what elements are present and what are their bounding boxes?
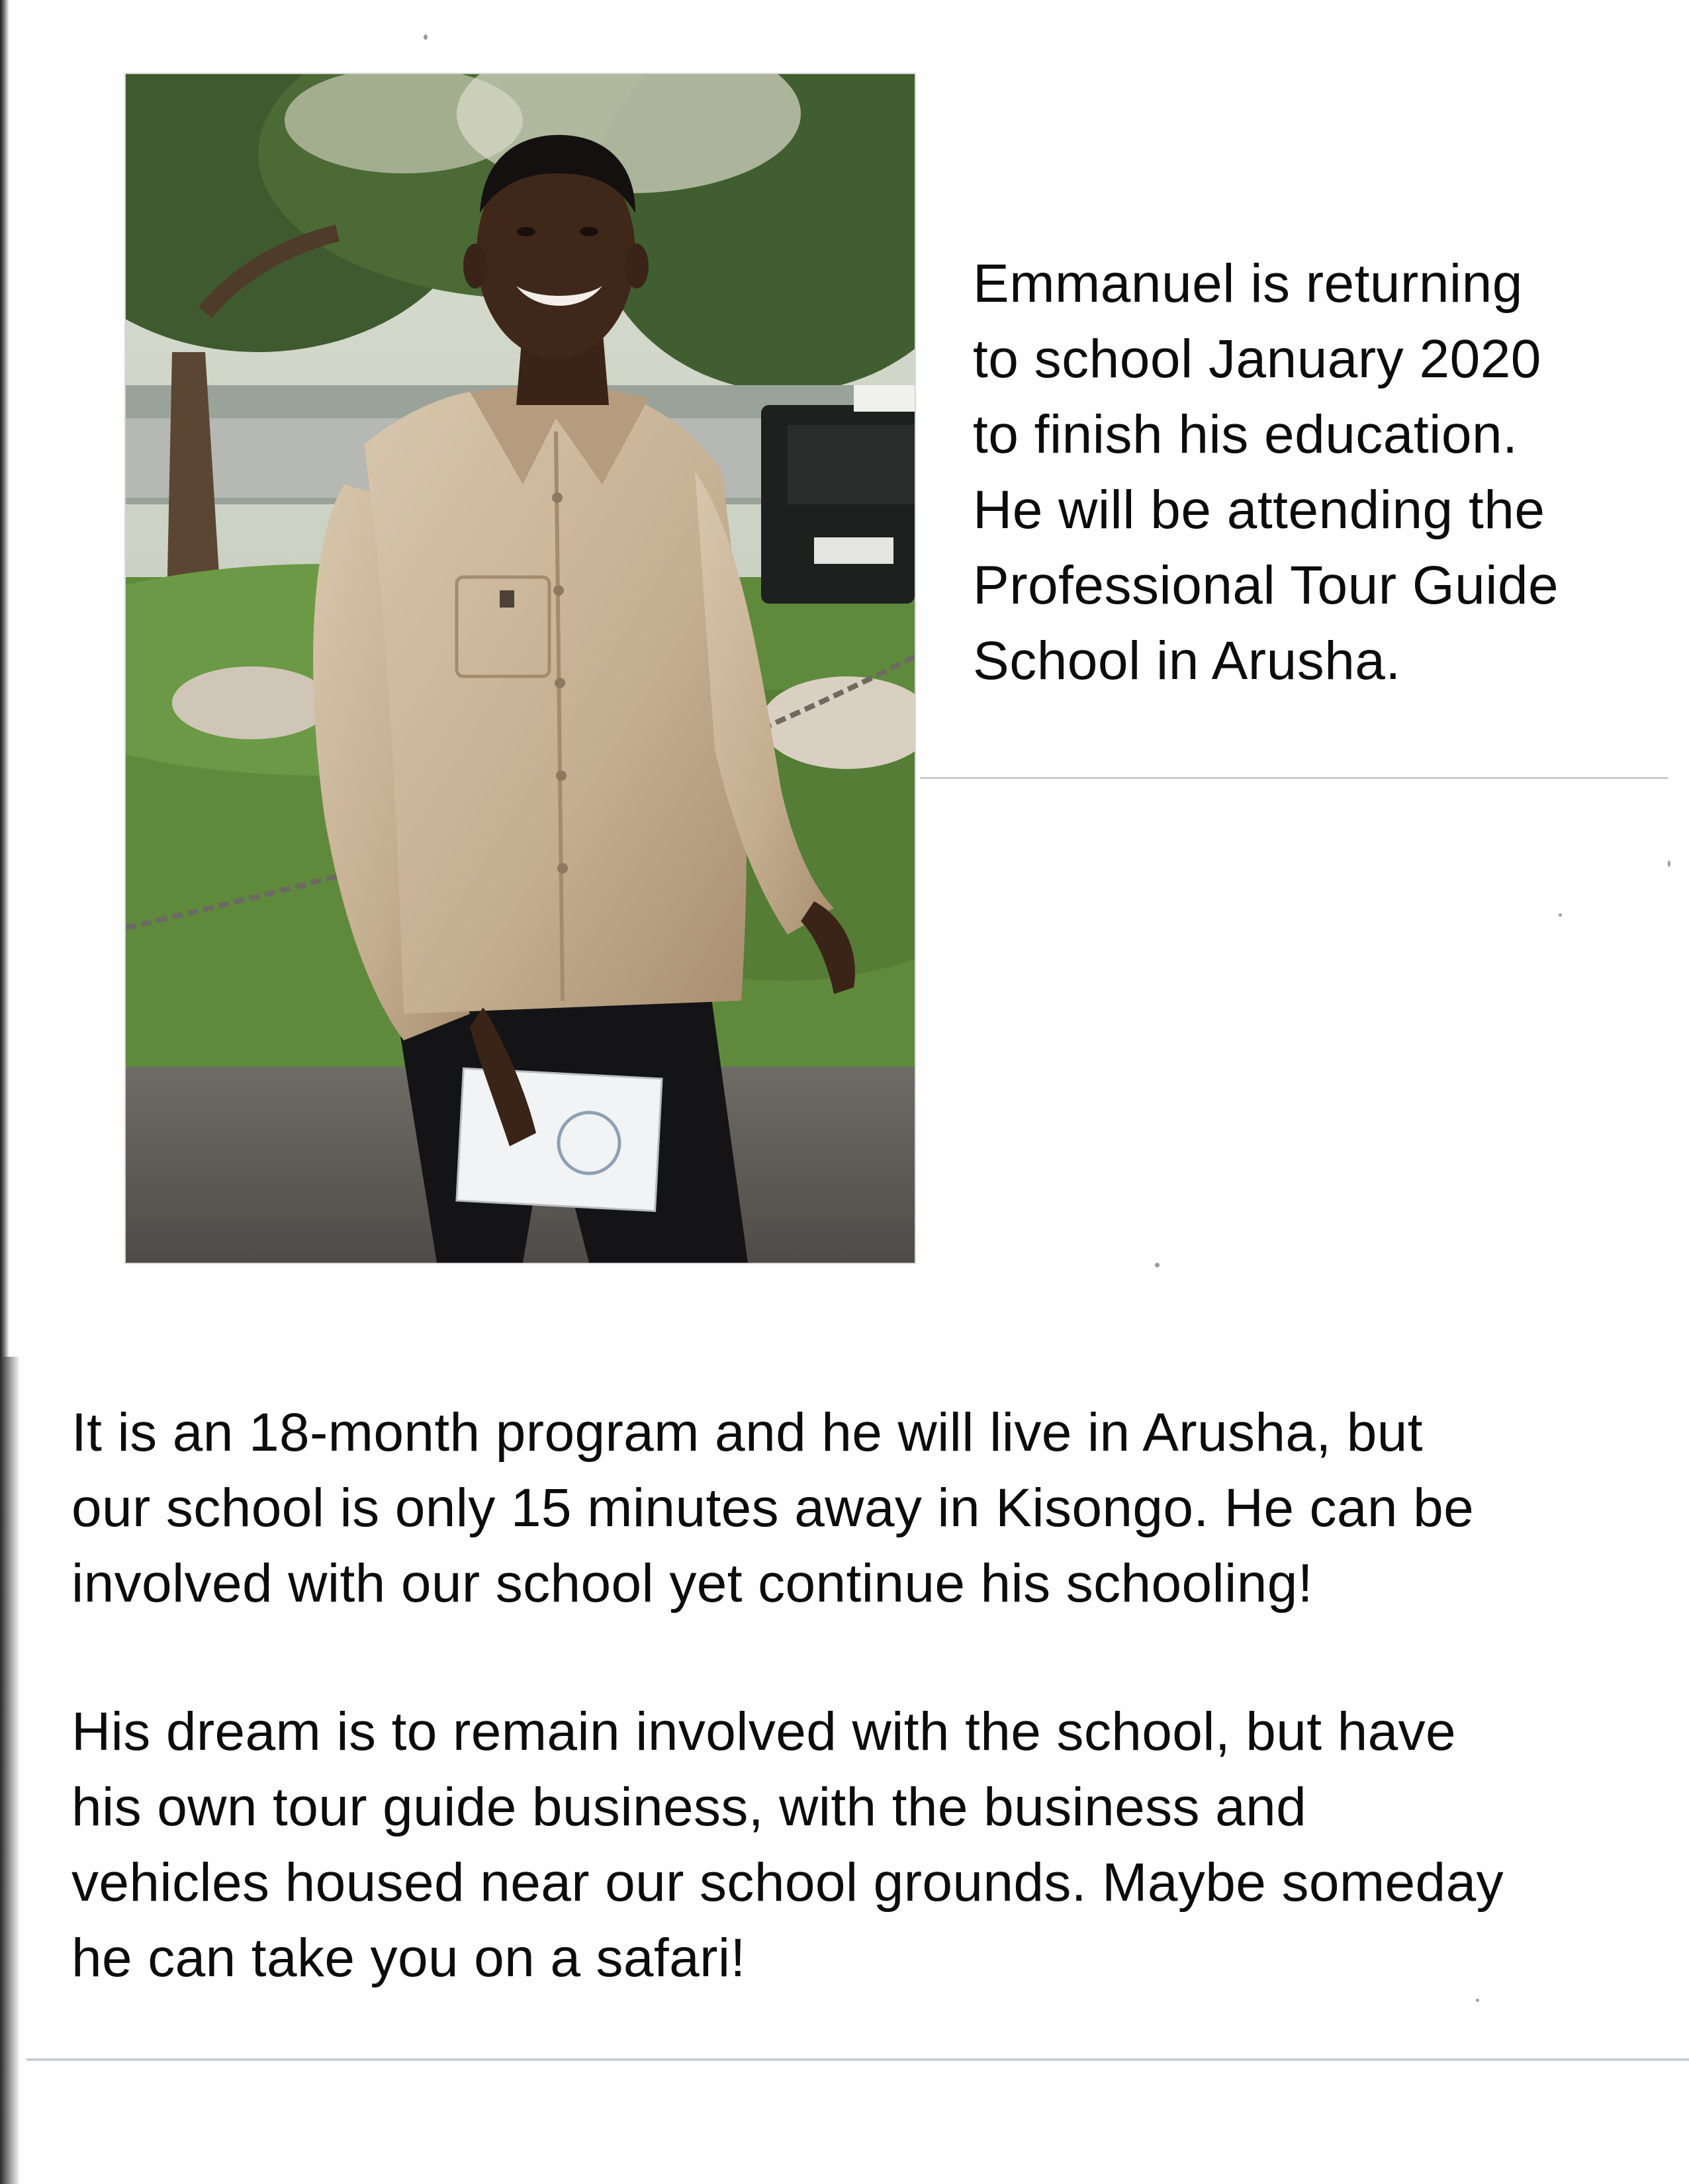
paragraph-line: His dream is to remain involved with the school, but have <box>71 1702 1457 1762</box>
dust-speck <box>424 34 428 40</box>
caption-line: Emmanuel is returning <box>973 253 1523 314</box>
caption-divider <box>920 777 1668 779</box>
caption-line: He will be attending the <box>973 480 1545 540</box>
dust-speck <box>1476 1999 1479 2002</box>
dream-paragraph <box>71 1694 1673 1996</box>
photo-caption <box>973 246 1648 699</box>
paragraph-line: his own tour guide business, with the business and <box>71 1777 1307 1837</box>
student-photo-illustration <box>126 74 915 1263</box>
caption-line: to school January 2020 <box>973 329 1541 389</box>
paragraph-line: he can take you on a safari! <box>71 1928 746 1988</box>
caption-line: Professional Tour Guide <box>973 555 1559 615</box>
student-photo <box>126 74 915 1263</box>
paragraph-line: vehicles housed near our school grounds. Maybe someday <box>71 1852 1504 1913</box>
paragraph-line: It is an 18-month program and he will live in Arusha, but <box>71 1402 1423 1463</box>
caption-line: to finish his education. <box>973 404 1518 465</box>
program-paragraph <box>71 1395 1673 1621</box>
dust-speck <box>1668 860 1670 867</box>
paragraph-line: our school is only 15 minutes away in Kisongo. He can be <box>71 1478 1475 1538</box>
footer-divider <box>26 2058 1689 2061</box>
caption-line: School in Arusha. <box>973 631 1401 691</box>
dust-speck <box>1559 913 1562 917</box>
dust-speck <box>1155 1263 1160 1267</box>
scan-edge-shadow-lower <box>0 1357 20 2184</box>
paragraph-line: involved with our school yet continue his schooling! <box>71 1553 1313 1614</box>
